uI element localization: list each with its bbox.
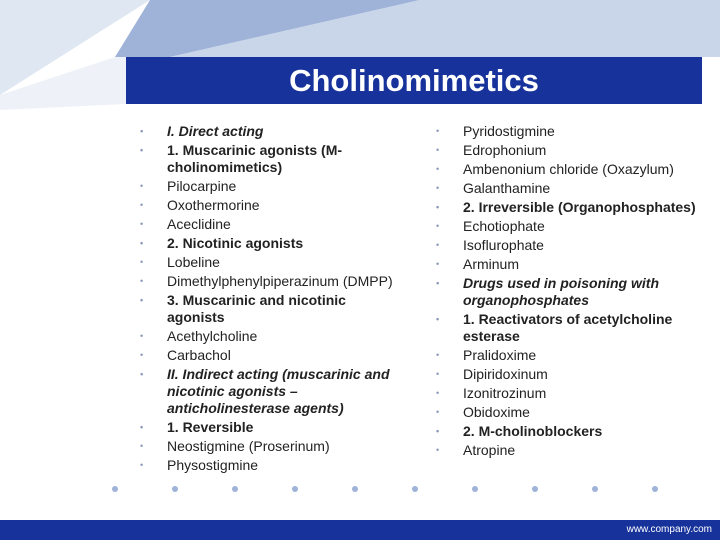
decorative-dot bbox=[172, 486, 178, 492]
list-item: • 1. Reactivators of acetylcholine esterase bbox=[436, 311, 698, 345]
list-item: • Dipiridoxinum bbox=[436, 366, 698, 383]
decorative-dot bbox=[472, 486, 478, 492]
decorative-dot bbox=[352, 486, 358, 492]
list-item: • 3. Muscarinic and nicotinic agonists bbox=[140, 292, 395, 326]
list-item: • Pralidoxime bbox=[436, 347, 698, 364]
list-item: • 2. M-cholinoblockers bbox=[436, 423, 698, 440]
list-item: • 2. Nicotinic agonists bbox=[140, 235, 395, 252]
decorative-dot bbox=[532, 486, 538, 492]
footer-url: www.company.com bbox=[626, 524, 712, 535]
list-item: • Physostigmine bbox=[140, 457, 395, 474]
list-item: • Echotiophate bbox=[436, 218, 698, 235]
list-item: • Acethylcholine bbox=[140, 328, 395, 345]
list-item: • Obidoxime bbox=[436, 404, 698, 421]
decorative-dot bbox=[412, 486, 418, 492]
list-item: • Ambenonium chloride (Oxazylum) bbox=[436, 161, 698, 178]
list-item: • Dimethylphenylpiperazinum (DMPP) bbox=[140, 273, 395, 290]
decorative-dot bbox=[292, 486, 298, 492]
list-item: • 2. Irreversible (Organophosphates) bbox=[436, 199, 698, 216]
decorative-dot bbox=[232, 486, 238, 492]
list-item: • Arminum bbox=[436, 256, 698, 273]
decorative-dot bbox=[112, 486, 118, 492]
list-item: • Aceclidine bbox=[140, 216, 395, 233]
left-column-list bbox=[140, 123, 395, 476]
list-item: • 1. Reversible bbox=[140, 419, 395, 436]
list-item: • Carbachol bbox=[140, 347, 395, 364]
list-item: • I. Direct acting bbox=[140, 123, 395, 140]
list-item: • Edrophonium bbox=[436, 142, 698, 159]
list-item: • Oxothermorine bbox=[140, 197, 395, 214]
list-item: • Lobeline bbox=[140, 254, 395, 271]
list-item: • Galanthamine bbox=[436, 180, 698, 197]
dot-row-decoration bbox=[0, 482, 720, 496]
list-item: • Atropine bbox=[436, 442, 698, 459]
right-column-list bbox=[436, 123, 698, 461]
list-item: • Neostigmine (Proserinum) bbox=[140, 438, 395, 455]
decorative-dot bbox=[592, 486, 598, 492]
list-item: • Drugs used in poisoning with organophosphates bbox=[436, 275, 698, 309]
list-item: • Pilocarpine bbox=[140, 178, 395, 195]
list-item: • Isoflurophate bbox=[436, 237, 698, 254]
list-item: • Pyridostigmine bbox=[436, 123, 698, 140]
decorative-dot bbox=[652, 486, 658, 492]
slide-title: Cholinomimetics bbox=[289, 63, 539, 98]
list-item: • Izonitrozinum bbox=[436, 385, 698, 402]
list-item: • II. Indirect acting (muscarinic and nicotinic agonists – anticholinesterase agents) bbox=[140, 366, 395, 417]
list-item: • 1. Muscarinic agonists (M-cholinomimetics) bbox=[140, 142, 395, 176]
footer-bar bbox=[0, 520, 720, 540]
